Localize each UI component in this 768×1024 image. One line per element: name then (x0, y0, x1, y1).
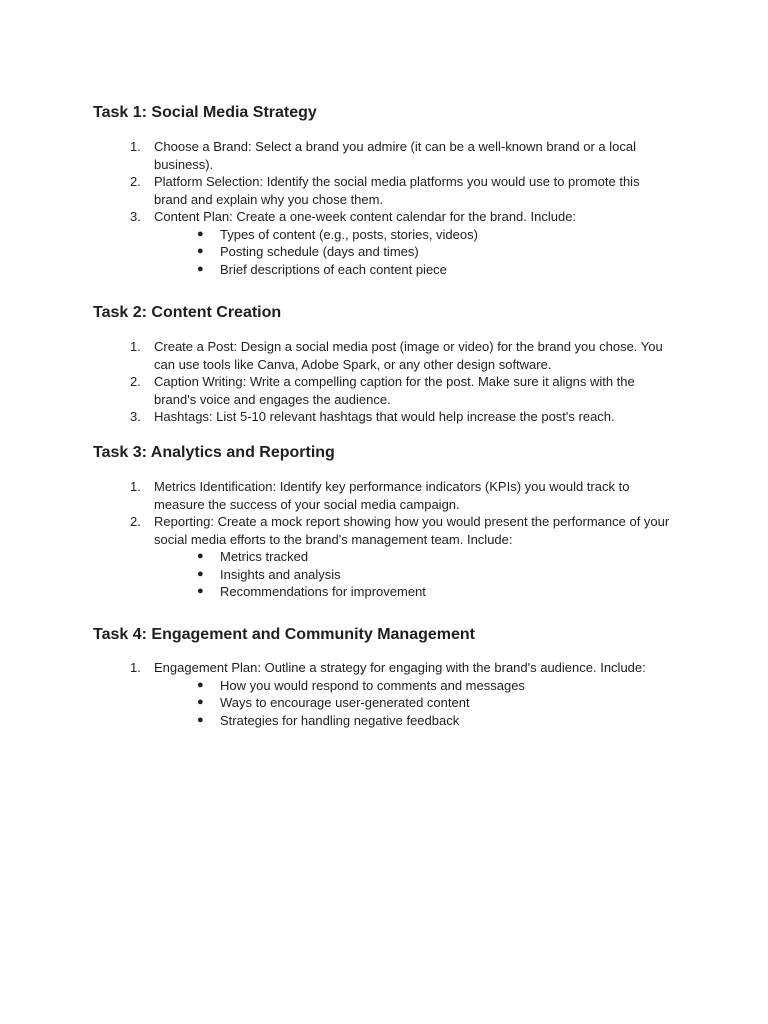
task-1-item-2 (130, 173, 670, 208)
list-item-text: Caption Writing: Write a compelling caption for the post. Make sure it aligns with the brand's voice and engages the audience. (154, 374, 635, 407)
task-1-item-3 (130, 208, 670, 226)
bullet-text: Insights and analysis (220, 567, 341, 582)
bullet-text: Posting schedule (days and times) (220, 244, 419, 259)
list-number: 2. (130, 374, 141, 389)
list-item-text: Engagement Plan: Outline a strategy for engaging with the brand's audience. Include: (154, 660, 646, 675)
list-item-text: Choose a Brand: Select a brand you admire (it can be a well-known brand or a local business). (154, 139, 636, 172)
task-4-bullet-2 (197, 694, 657, 712)
list-number: 3. (130, 409, 141, 424)
task-1-bullet-1 (197, 226, 657, 244)
task-2-title: Task 2: Content Creation (93, 304, 282, 321)
list-item-text: Hashtags: List 5-10 relevant hashtags that would help increase the post's reach. (154, 409, 615, 424)
list-item-text: Metrics Identification: Identify key performance indicators (KPIs) you would track to measure the success of your social media campaign. (154, 479, 630, 512)
bullet-text: Strategies for handling negative feedback (220, 713, 460, 728)
bullet-icon: ● (197, 228, 204, 240)
bullet-text: Brief descriptions of each content piece (220, 262, 447, 277)
task-4-title: Task 4: Engagement and Community Management (93, 626, 475, 643)
bullet-icon: ● (197, 568, 204, 580)
list-number: 1. (130, 139, 141, 154)
bullet-icon: ● (197, 550, 204, 562)
task-3-item-2 (130, 513, 670, 548)
bullet-icon: ● (197, 263, 204, 275)
list-number: 2. (130, 174, 141, 189)
task-3-item-1 (130, 478, 670, 513)
list-item-text: Reporting: Create a mock report showing how you would present the performance of your social media efforts to the brand's management team. Include: (154, 514, 670, 547)
list-number: 1. (130, 660, 141, 675)
task-3-bullet-3 (197, 583, 657, 601)
list-item-text: Platform Selection: Identify the social media platforms you would use to promote this brand and explain why you chose them. (154, 174, 640, 207)
bullet-text: Types of content (e.g., posts, stories, videos) (220, 227, 478, 242)
task-4-bullet-3 (197, 712, 657, 730)
list-number: 2. (130, 514, 141, 529)
task-2-item-3 (130, 408, 670, 426)
task-4-item-1 (130, 659, 670, 677)
bullet-icon: ● (197, 696, 204, 708)
task-3-title: Task 3: Analytics and Reporting (93, 444, 335, 461)
bullet-icon: ● (197, 245, 204, 257)
bullet-text: How you would respond to comments and messages (220, 678, 525, 693)
task-1-bullet-2 (197, 243, 657, 261)
list-item-text: Content Plan: Create a one-week content calendar for the brand. Include: (154, 209, 577, 224)
list-number: 1. (130, 479, 141, 494)
list-item-text: Create a Post: Design a social media post (image or video) for the brand you chose. You can use tools like Canva, Adobe Spark, or any other design software. (154, 339, 663, 372)
bullet-text: Ways to encourage user-generated content (220, 695, 470, 710)
list-number: 3. (130, 209, 141, 224)
bullet-icon: ● (197, 714, 204, 726)
task-3-bullet-2 (197, 566, 657, 584)
task-1-bullet-3 (197, 261, 657, 279)
task-2-item-2 (130, 373, 670, 408)
task-3-bullet-1 (197, 548, 657, 566)
task-1-title: Task 1: Social Media Strategy (93, 104, 317, 121)
task-2-item-1 (130, 338, 670, 373)
bullet-text: Recommendations for improvement (220, 584, 426, 599)
list-number: 1. (130, 339, 141, 354)
bullet-icon: ● (197, 585, 204, 597)
bullet-icon: ● (197, 679, 204, 691)
task-1-item-1 (130, 138, 670, 173)
task-4-bullet-1 (197, 677, 657, 695)
bullet-text: Metrics tracked (220, 549, 309, 564)
